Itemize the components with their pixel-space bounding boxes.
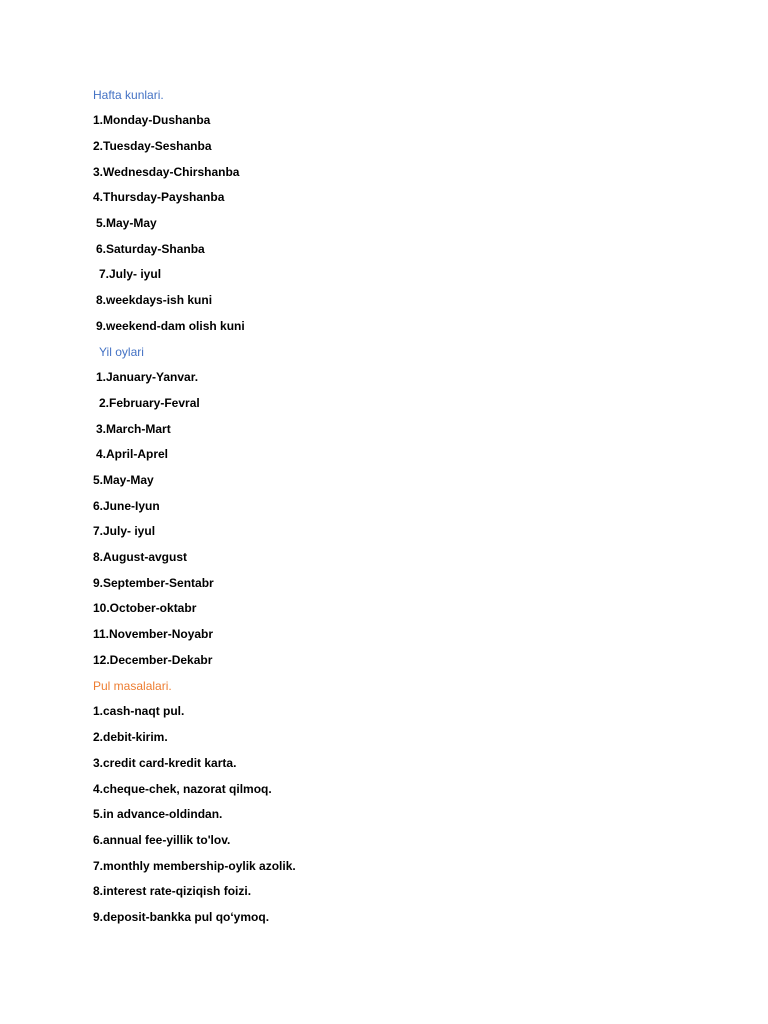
list-item: 2.Tuesday-Seshanba: [93, 139, 212, 153]
list-item: 1.Monday-Dushanba: [93, 113, 211, 127]
list-item: 3.credit card-kredit karta.: [93, 756, 237, 770]
list-item: 6.annual fee-yillik to'lov.: [93, 833, 231, 847]
section-heading-months: Yil oylari: [99, 345, 144, 359]
list-item: 8.August-avgust: [93, 550, 188, 564]
list-item: 5.in advance-oldindan.: [93, 807, 223, 821]
list-item: 6.June-Iyun: [93, 499, 160, 513]
list-item: 9.deposit-bankka pul qo‘ymoq.: [93, 910, 270, 924]
list-item: 6.Saturday-Shanba: [96, 242, 205, 256]
list-item: 3.March-Mart: [96, 422, 171, 436]
list-item: 4.April-Aprel: [96, 447, 169, 461]
list-item: 4.cheque-chek, nazorat qilmoq.: [93, 782, 272, 796]
list-item: 3.Wednesday-Chirshanba: [93, 165, 240, 179]
list-item: 10.October-oktabr: [93, 601, 197, 615]
list-item: 9.September-Sentabr: [93, 576, 214, 590]
list-item: 8.weekdays-ish kuni: [96, 293, 213, 307]
list-item: 11.November-Noyabr: [93, 627, 214, 641]
list-item: 7.July- iyul: [99, 267, 162, 281]
list-item: 1.January-Yanvar.: [96, 370, 199, 384]
list-item: 9.weekend-dam olish kuni: [96, 319, 245, 333]
list-item: 1.cash-naqt pul.: [93, 704, 185, 718]
list-item: 7.July- iyul: [93, 524, 156, 538]
list-item: 5.May-May: [93, 473, 154, 487]
section-heading-money: Pul masalalari.: [93, 679, 172, 693]
list-item: 4.Thursday-Payshanba: [93, 190, 225, 204]
list-item: 2.February-Fevral: [99, 396, 200, 410]
list-item: 7.monthly membership-oylik azolik.: [93, 859, 296, 873]
list-item: 8.interest rate-qiziqish foizi.: [93, 884, 252, 898]
list-item: 5.May-May: [96, 216, 157, 230]
section-heading-week-days: Hafta kunlari.: [93, 88, 164, 102]
list-item: 2.debit-kirim.: [93, 730, 168, 744]
list-item: 12.December-Dekabr: [93, 653, 213, 667]
